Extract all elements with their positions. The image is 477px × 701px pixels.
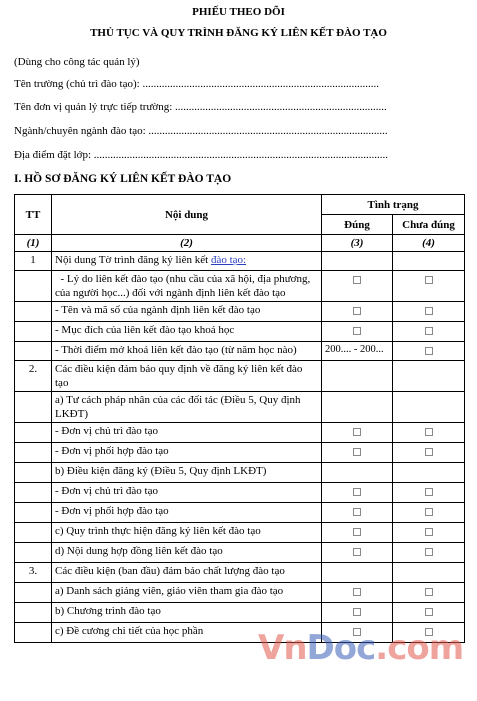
row-number: 1 (15, 252, 52, 271)
col-number-4: (4) (393, 235, 465, 252)
table-row (15, 483, 465, 503)
header-not-ok: Chưa đúng (393, 215, 465, 235)
form-title: PHIẾU THEO DÕI (192, 6, 285, 18)
checkbox-ok[interactable] (353, 528, 361, 536)
link-dao-tao[interactable]: đào tạo: (210, 254, 247, 266)
table-row (15, 271, 465, 302)
checkbox-not-ok[interactable] (425, 588, 433, 596)
table-row (15, 342, 465, 361)
row-content: - Đơn vị chủ trì đào tạo (52, 423, 322, 443)
row-content: - Đơn vị chủ trì đào tạo (52, 483, 322, 503)
table-row (15, 252, 465, 271)
checkbox-ok[interactable] (353, 327, 361, 335)
table-row (15, 543, 465, 563)
form-subtitle: THỦ TỤC VÀ QUY TRÌNH ĐĂNG KÝ LIÊN KẾT ĐÀO TẠO (90, 27, 387, 39)
checkbox-not-ok[interactable] (425, 508, 433, 516)
registration-checklist-table (14, 194, 465, 643)
checkbox-not-ok[interactable] (425, 488, 433, 496)
table-row (15, 361, 465, 392)
row-content: - Thời điểm mở khoá liên kết đào tạo (từ năm học nào) (52, 342, 322, 361)
row-content: - Đơn vị phối hợp đào tạo (52, 503, 322, 523)
checkbox-not-ok[interactable] (425, 347, 433, 355)
major-field: Ngành/chuyên ngành đào tạo: ....................................................................................... (14, 125, 388, 137)
table-row (15, 583, 465, 603)
row-content: a) Tư cách pháp nhân của các đối tác (Điều 5, Quy định LKĐT) (52, 392, 322, 423)
checkbox-not-ok[interactable] (425, 428, 433, 436)
col-number-3: (3) (322, 235, 393, 252)
header-tt: TT (15, 195, 52, 235)
status-not-ok-cell (393, 252, 465, 271)
checkbox-not-ok[interactable] (425, 608, 433, 616)
row-number: 3. (15, 563, 52, 583)
checkbox-not-ok[interactable] (425, 548, 433, 556)
row-content: d) Nội dung hợp đồng liên kết đào tạo (52, 543, 322, 563)
checkbox-ok[interactable] (353, 428, 361, 436)
row-content: - Lý do liên kết đào tạo (nhu cầu của xã hội, địa phương, của người học...) đối với ngành định liên kết đào tạo (52, 271, 322, 302)
checkbox-ok[interactable] (353, 608, 361, 616)
row-content: - Tên và mã số của ngành định liên kết đào tạo (52, 302, 322, 322)
location-field: Địa điểm đặt lớp: ........................................................................................................... (14, 149, 388, 161)
checkbox-not-ok[interactable] (425, 448, 433, 456)
table-row (15, 523, 465, 543)
checkbox-ok[interactable] (353, 276, 361, 284)
row-content: b) Chương trình đào tạo (52, 603, 322, 623)
row-number: 2. (15, 361, 52, 392)
school-name-field: Tên trường (chủ trì đào tạo): ...................................................................................... (14, 78, 379, 90)
checkbox-ok[interactable] (353, 307, 361, 315)
table-row (15, 322, 465, 342)
table-row (15, 443, 465, 463)
table-row (15, 563, 465, 583)
usage-note: (Dùng cho công tác quản lý) (14, 56, 140, 68)
status-ok-cell (322, 252, 393, 271)
checkbox-not-ok[interactable] (425, 327, 433, 335)
col-number-2: (2) (52, 235, 322, 252)
row-content: b) Điều kiện đăng ký (Điều 5, Quy định LKĐT) (52, 463, 322, 483)
vndoc-watermark: VnDoc.com (258, 628, 464, 668)
table-row (15, 423, 465, 443)
row-content: c) Đề cương chi tiết của học phần (52, 623, 322, 643)
row-content: - Mục đích của liên kết đào tạo khoá học (52, 322, 322, 342)
row-content: Các điều kiện (ban đầu) đảm bảo chất lượng đào tạo (52, 563, 322, 583)
header-content: Nội dung (52, 195, 322, 235)
header-status: Tình trạng (322, 195, 465, 215)
col-number-1: (1) (15, 235, 52, 252)
checkbox-ok[interactable] (353, 548, 361, 556)
header-ok: Đúng (322, 215, 393, 235)
table-row (15, 503, 465, 523)
year-range-value: 200.... - 200... (322, 342, 393, 361)
row-content: a) Danh sách giảng viên, giáo viên tham gia đào tạo (52, 583, 322, 603)
table-row (15, 392, 465, 423)
table-row (15, 302, 465, 322)
managing-unit-field: Tên đơn vị quản lý trực tiếp trường: ............................................................................. (14, 101, 387, 113)
checkbox-not-ok[interactable] (425, 528, 433, 536)
checkbox-ok[interactable] (353, 508, 361, 516)
checkbox-ok[interactable] (353, 488, 361, 496)
section-title: I. HỒ SƠ ĐĂNG KÝ LIÊN KẾT ĐÀO TẠO (14, 173, 232, 185)
row-content: Nội dung Tờ trình đăng ký liên kết đào tạo: (52, 252, 322, 271)
row-content: c) Quy trình thực hiện đăng ký liên kết đào tạo (52, 523, 322, 543)
checkbox-not-ok[interactable] (425, 276, 433, 284)
table-row (15, 603, 465, 623)
checkbox-not-ok[interactable] (425, 307, 433, 315)
table-row (15, 463, 465, 483)
checkbox-ok[interactable] (353, 588, 361, 596)
row-content: - Đơn vị phối hợp đào tạo (52, 443, 322, 463)
checkbox-ok[interactable] (353, 448, 361, 456)
row-content: Các điều kiện đảm bảo quy định về đăng ký liên kết đào tạo (52, 361, 322, 392)
